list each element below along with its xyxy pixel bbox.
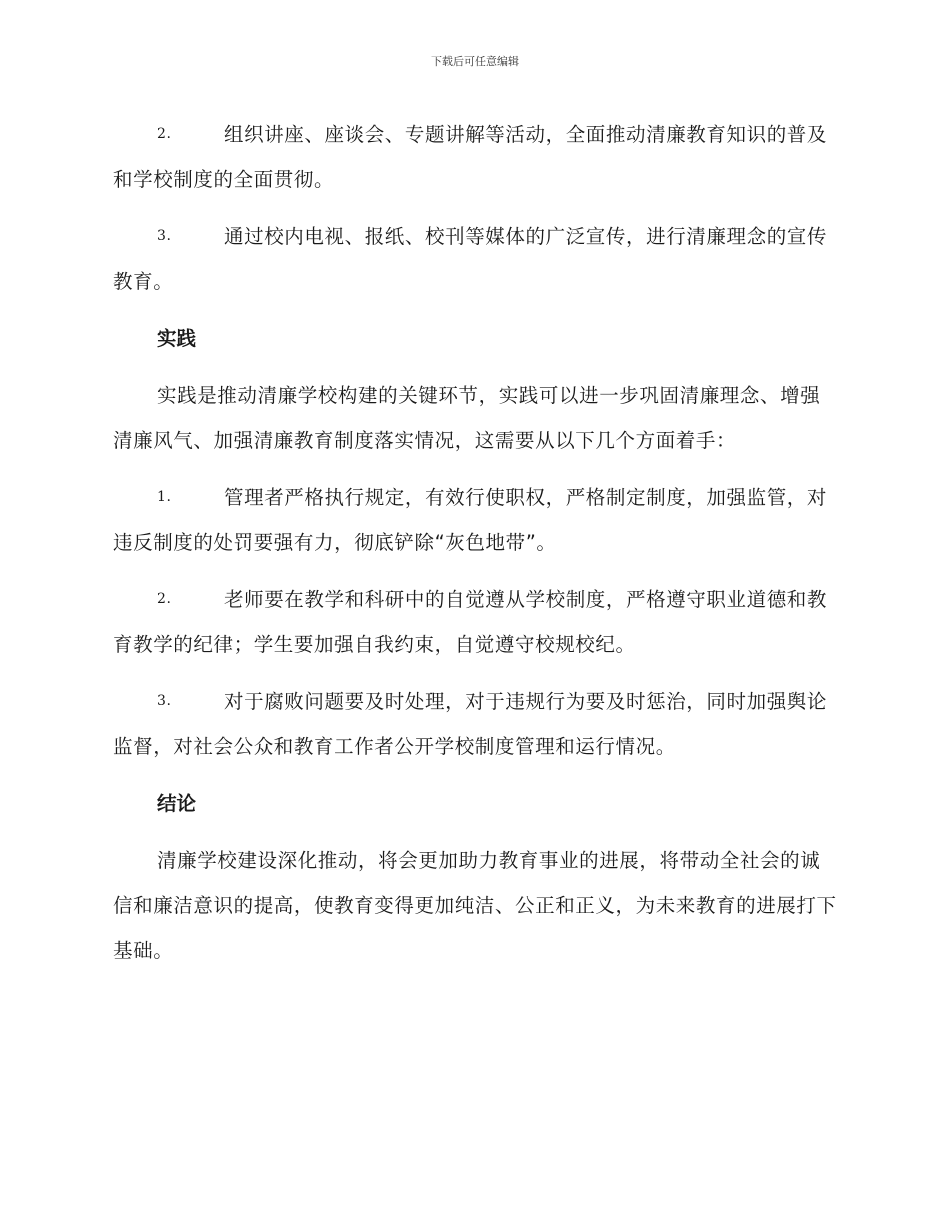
list-item xyxy=(113,679,837,769)
list-item-number: 3. xyxy=(157,228,172,244)
list-item-number: 3. xyxy=(157,693,172,709)
list-item-text: 老师要在教学和科研中的自觉遵从学校制度，严格遵守职业道德和教育教学的纪律；学生要加强自我约束，自觉遵守校规校纪。 xyxy=(113,588,828,656)
list-item xyxy=(113,214,837,304)
list-item-number: 2. xyxy=(157,126,172,142)
list-item-text: 管理者严格执行规定，有效行使职权，严格制定制度，加强监管，对违反制度的处罚要强有力，彻底铲除“灰色地带”。 xyxy=(113,486,828,554)
section-heading-practice: 实践 xyxy=(157,327,197,350)
conclusion-paragraph: 清廉学校建设深化推动，将会更加助力教育事业的进展，将带动全社会的诚信和廉洁意识的提高，使教育变得更加纯洁、公正和正义，为未来教育的进展打下基础。 xyxy=(113,849,837,962)
page-header-note: 下载后可任意编辑 xyxy=(431,55,519,68)
list-item xyxy=(113,475,837,565)
list-item-number: 2. xyxy=(157,591,172,607)
list-item-text: 通过校内电视、报纸、校刊等媒体的广泛宣传，进行清廉理念的宣传教育。 xyxy=(113,225,828,293)
list-item xyxy=(113,577,837,667)
list-item-text: 组织讲座、座谈会、专题讲解等活动，全面推动清廉教育知识的普及和学校制度的全面贯彻。 xyxy=(113,123,828,191)
list-item-text: 对于腐败问题要及时处理，对于违规行为要及时惩治，同时加强舆论监督，对社会公众和教育工作者公开学校制度管理和运行情况。 xyxy=(113,690,828,758)
practice-intro-paragraph: 实践是推动清廉学校构建的关键环节，实践可以进一步巩固清廉理念、增强清廉风气、加强清廉教育制度落实情况，这需要从以下几个方面着手： xyxy=(113,384,821,452)
list-item-number: 1. xyxy=(157,489,172,505)
document-body xyxy=(113,112,837,985)
section-heading-conclusion: 结论 xyxy=(157,792,197,815)
list-item xyxy=(113,112,837,202)
